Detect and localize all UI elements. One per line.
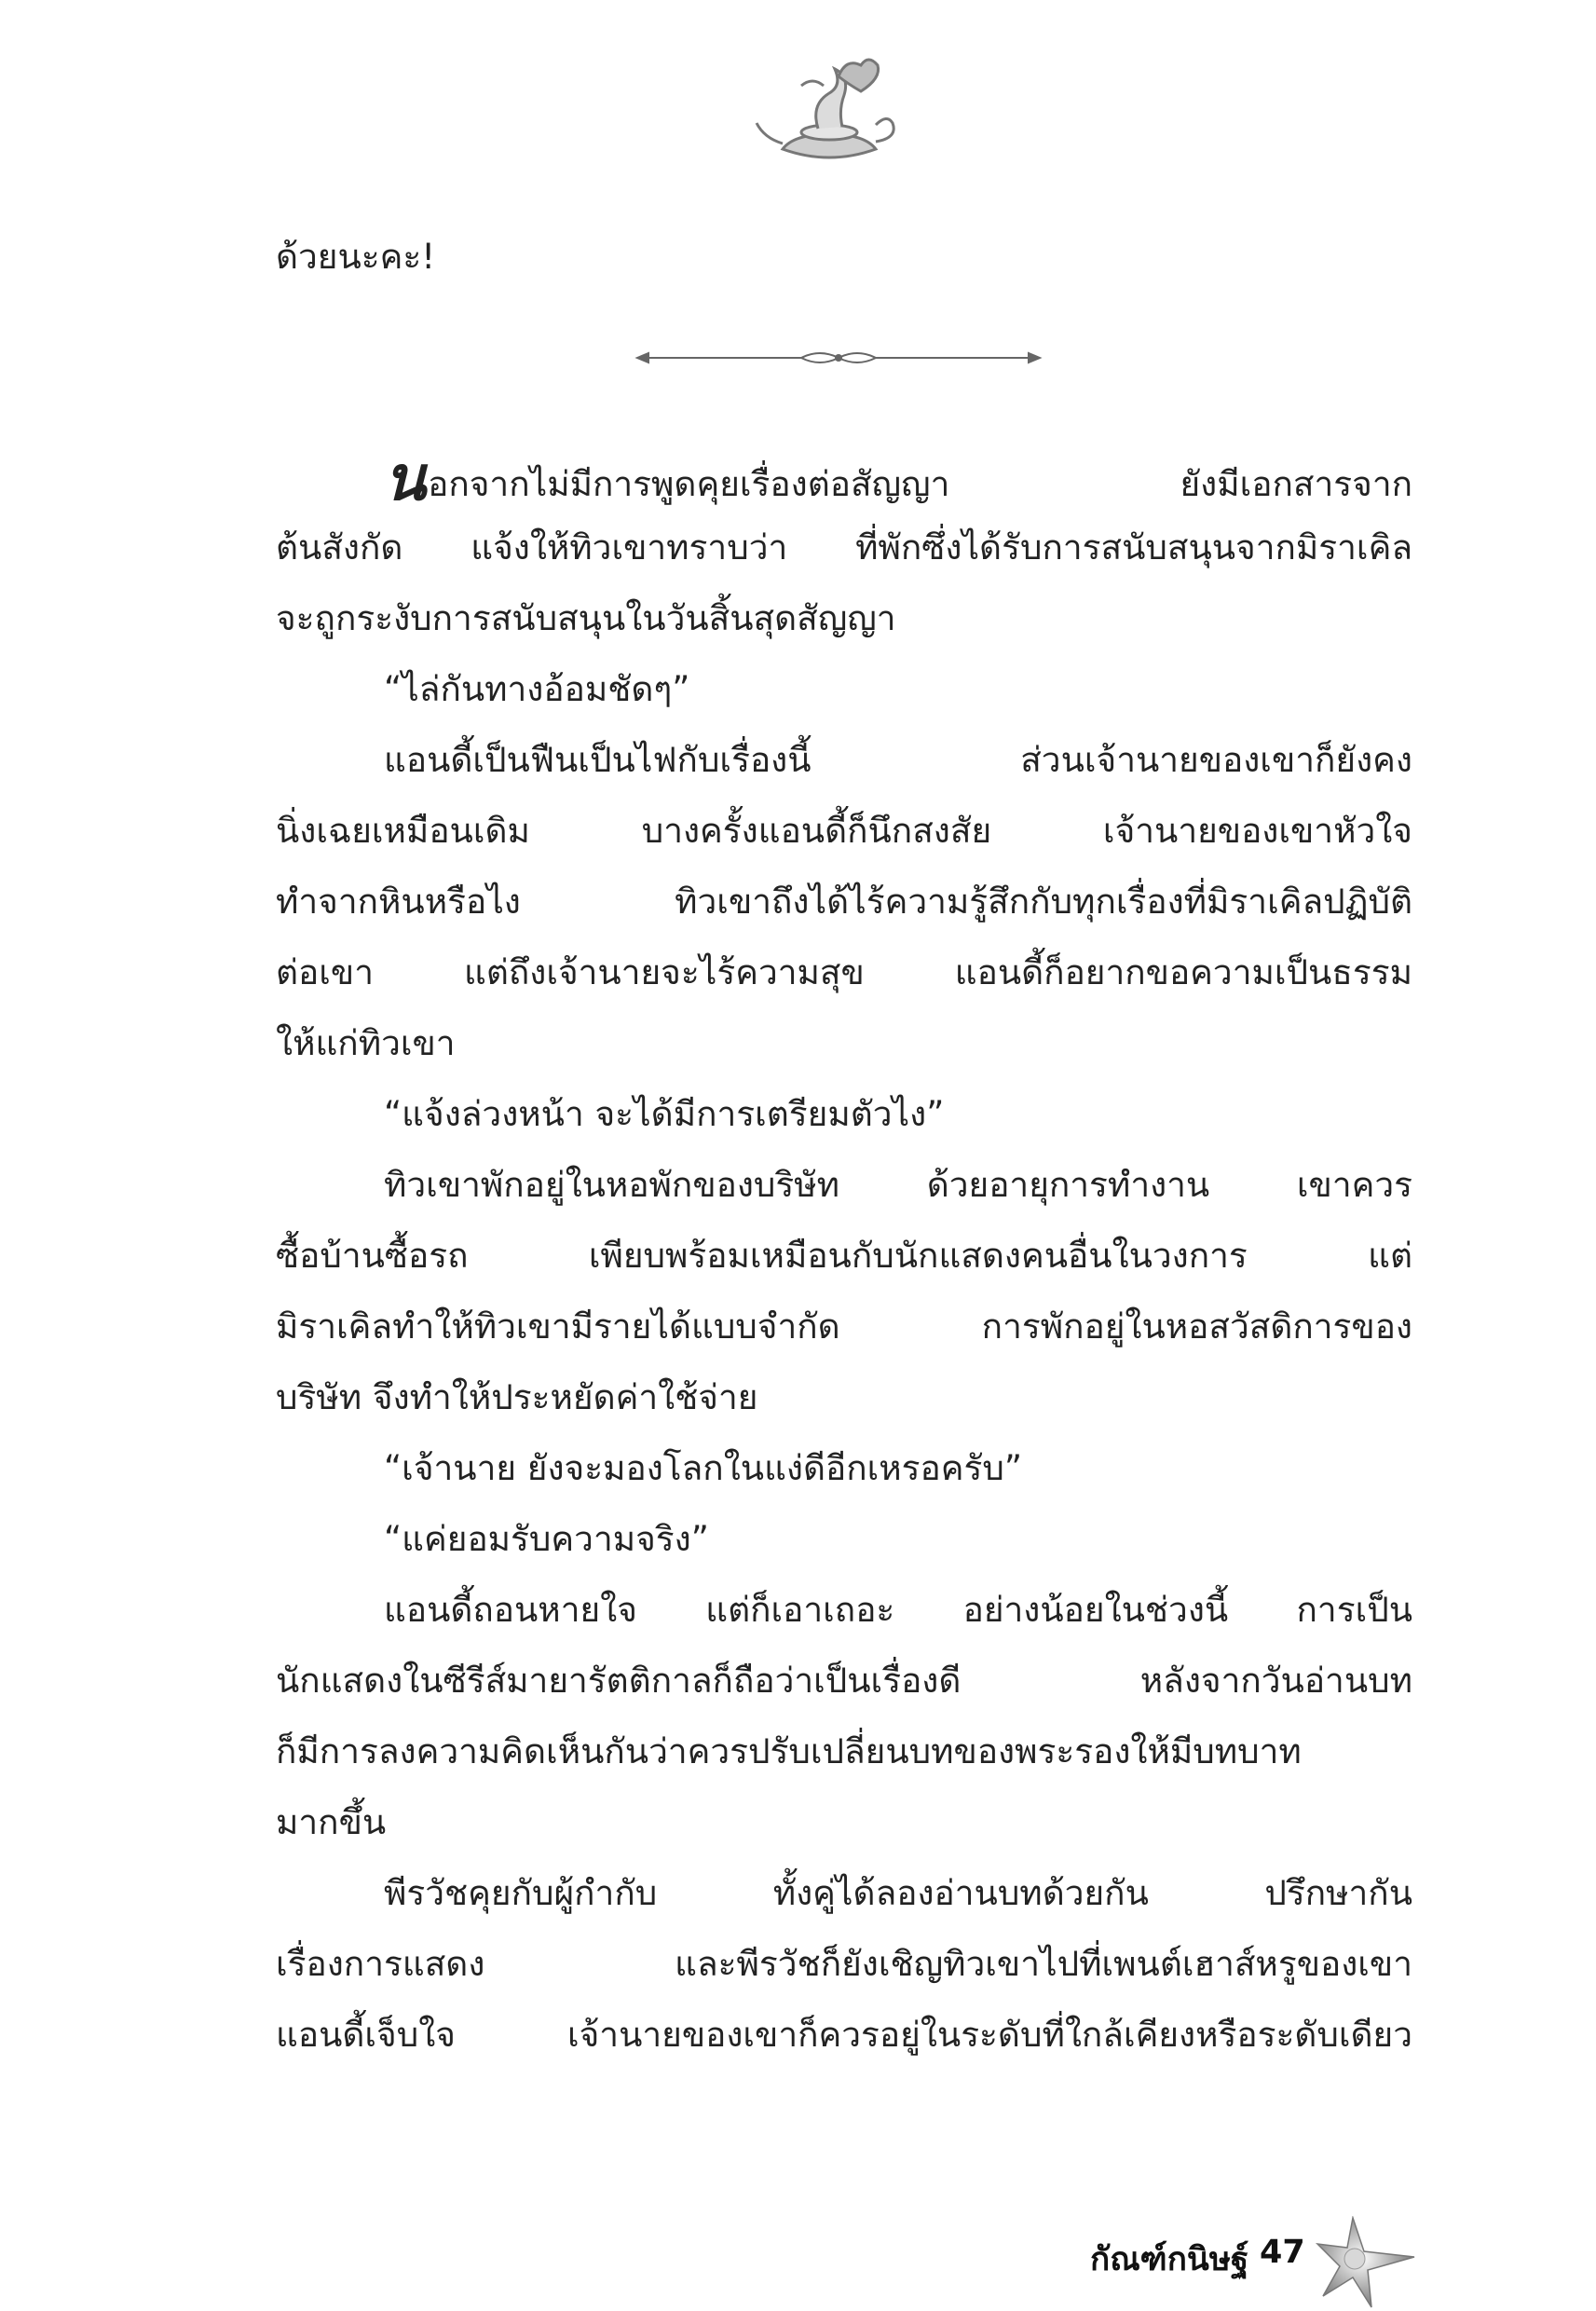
ornamental-divider-icon — [634, 347, 1044, 369]
paragraph-line: จะถูกระงับการสนับสนุนในวันสิ้นสุดสัญญา — [276, 598, 896, 638]
paragraph-line: เรื่องการแสดง และพีรวัชก็ยังเชิญทิวเขาไปที่เพนต์เฮาส์หรูของเขา — [276, 1944, 1412, 1984]
paragraph-line: พีรวัชคุยกับผู้กำกับ ทั้งคู่ได้ลองอ่านบทด้วยกัน ปรึกษากัน — [384, 1873, 1412, 1913]
dialogue-line: “แจ้งล่วงหน้า จะได้มีการเตรียมตัวไง” — [384, 1094, 945, 1134]
paragraph-line: ก็มีการลงความคิดเห็นกันว่าควรปรับเปลี่ยนบทของพระรองให้มีบทบาท — [276, 1731, 1302, 1771]
dialogue-line: “เจ้านาย ยังจะมองโลกในแง่ดีอีกเหรอครับ” — [384, 1448, 1023, 1488]
paragraph-line: ต้นสังกัด แจ้งให้ทิวเขาทราบว่า ที่พักซึ่งได้รับการสนับสนุนจากมิราเคิล — [276, 527, 1412, 567]
opening-line: ด้วยนะคะ! — [276, 237, 436, 277]
paragraph-line: ทำจากหินหรือไง ทิวเขาถึงได้ไร้ความรู้สึกกับทุกเรื่องที่มิราเคิลปฏิบัติ — [276, 882, 1412, 922]
page-number: 47 — [1260, 2234, 1305, 2271]
paragraph-line: นิ่งเฉยเหมือนเดิม บางครั้งแอนดี้ก็นึกสงสัย เจ้านายของเขาหัวใจ — [276, 811, 1412, 851]
star-icon — [1316, 2216, 1418, 2309]
paragraph-line: ต่อเขา แต่ถึงเจ้านายจะไร้ความสุข แอนดี้ก็อยากขอความเป็นธรรม — [276, 952, 1412, 992]
paragraph-line: แอนดี้เป็นฟืนเป็นไฟกับเรื่องนี้ ส่วนเจ้านายของเขาก็ยังคง — [384, 740, 1412, 780]
paragraph-line: แอนดี้เจ็บใจ เจ้านายของเขาก็ควรอยู่ในระดับที่ใกล้เคียงหรือระดับเดียว — [276, 2015, 1412, 2055]
paragraph-line: บริษัท จึงทำให้ประหยัดค่าใช้จ่าย — [276, 1377, 758, 1417]
book-title: กัณฑ์กนิษฐ์ — [1090, 2241, 1249, 2278]
dialogue-line: “แค่ยอมรับความจริง” — [384, 1519, 709, 1559]
dialogue-line: “ไล่กันทางอ้อมชัดๆ” — [384, 669, 690, 709]
genie-lamp-icon — [745, 48, 913, 170]
paragraph-line: มิราเคิลทำให้ทิวเขามีรายได้แบบจำกัด การพักอยู่ในหอสวัสดิการของ — [276, 1306, 1412, 1347]
paragraph-line: ซื้อบ้านซื้อรถ เพียบพร้อมเหมือนกับนักแสดงคนอื่นในวงการ แต่ — [276, 1236, 1412, 1276]
paragraph-line: นักแสดงในซีรีส์มายารัตติกาลก็ถือว่าเป็นเรื่องดี หลังจากวันอ่านบท — [276, 1661, 1412, 1701]
drop-cap: น — [384, 442, 427, 514]
paragraph-line: แอนดี้ถอนหายใจ แต่ก็เอาเถอะ อย่างน้อยในช่วงนี้ การเป็น — [384, 1590, 1412, 1630]
paragraph-line: มากขึ้น — [276, 1802, 387, 1842]
paragraph-line: ให้แก่ทิวเขา — [276, 1023, 456, 1063]
paragraph-line: ทิวเขาพักอยู่ในหอพักของบริษัท ด้วยอายุการทำงาน เขาควร — [384, 1165, 1412, 1205]
paragraph-line-1: นอกจากไม่มีการพูดคุยเรื่องต่อสัญญา ยังมีเอกสารจาก — [384, 442, 1412, 514]
